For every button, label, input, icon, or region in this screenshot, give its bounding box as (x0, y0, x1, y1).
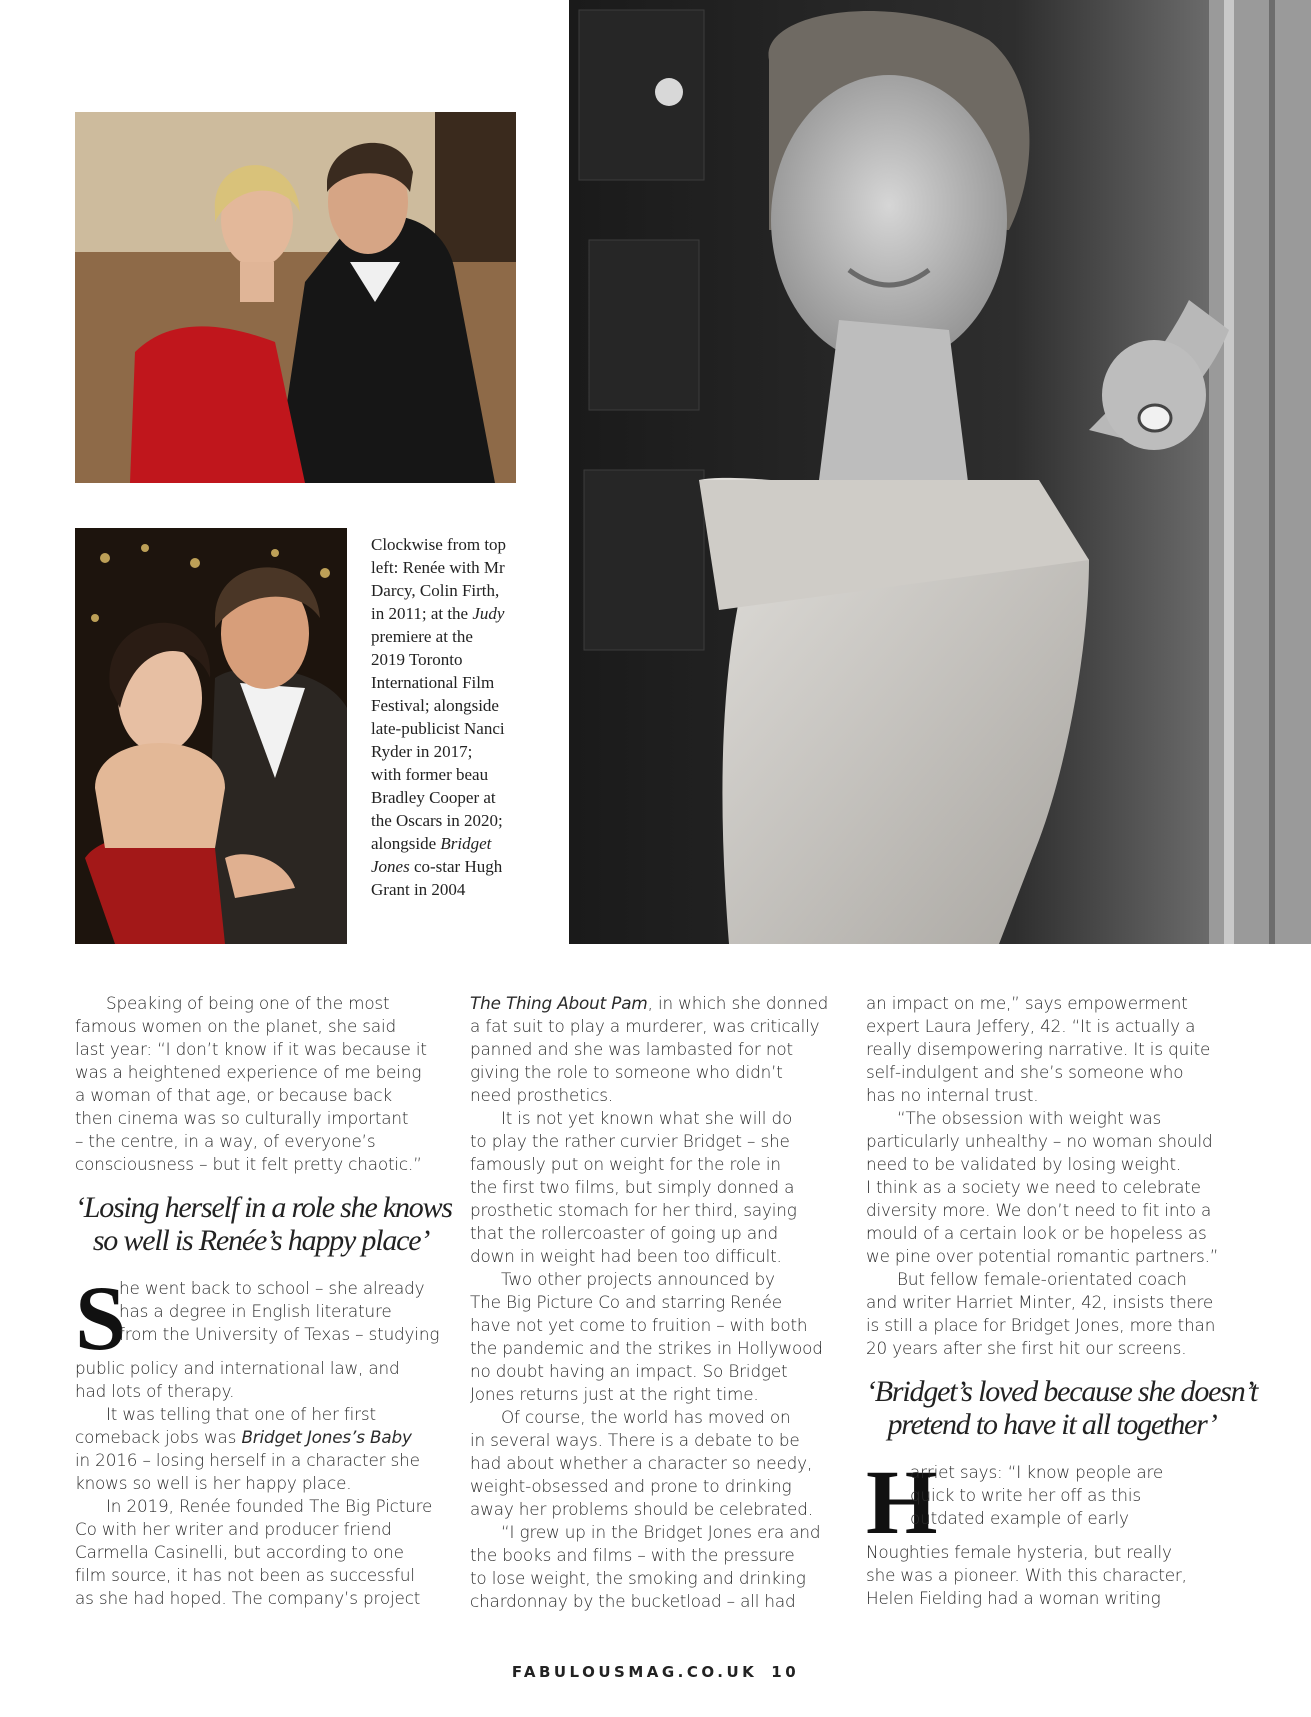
text-line: The Big Picture Co and starring Renée (470, 1292, 782, 1312)
text-line (75, 1449, 447, 1472)
text-line: But fellow female-orientated coach (897, 1269, 1187, 1289)
article-column-3 (866, 992, 1258, 1610)
paragraph (470, 1521, 842, 1613)
text-line: really disempowering narrative. It is quite (866, 1039, 1211, 1059)
text-line (75, 1403, 447, 1426)
pull-quote (866, 1375, 1258, 1441)
text-line: away her problems should be celebrated. (470, 1499, 813, 1519)
text-line (371, 717, 531, 740)
text-run: 2019 Toronto (371, 650, 463, 669)
text-line: Carmella Casinelli, but according to one (75, 1542, 404, 1562)
italic-title: The Thing About Pam (470, 993, 648, 1013)
text-line (371, 878, 531, 901)
text-line: the first two films, but simply donned a (470, 1177, 795, 1197)
pull-quote-line: ‘Losing herself in a role she knows (75, 1191, 452, 1224)
text-line (75, 1472, 447, 1495)
pull-quote-line: pretend to have it all together’ (887, 1408, 1217, 1441)
text-line: from the University of Texas – studying (119, 1324, 440, 1344)
italic-title: Jones (371, 857, 410, 876)
text-line: It is not yet known what she will do (501, 1108, 793, 1128)
text-line: a woman of that age, or because back (75, 1085, 392, 1105)
text-line: Two other projects announced by (501, 1269, 775, 1289)
text-line (371, 648, 531, 671)
text-line: expert Laura Jeffery, 42. “It is actually a (866, 1016, 1196, 1036)
text-line: an impact on me,” says empowerment (866, 993, 1188, 1013)
text-line: need to be validated by losing weight. (866, 1154, 1182, 1174)
paragraph (470, 1406, 842, 1521)
text-run: knows so well is her happy place. (75, 1473, 352, 1493)
text-line: he went back to school – she already (119, 1278, 425, 1298)
text-run: Clockwise from top (371, 535, 507, 554)
paragraph (470, 1107, 842, 1268)
text-line: that the rollercoaster of going up and (470, 1223, 778, 1243)
text-line (371, 740, 531, 763)
text-run: alongside (371, 834, 441, 853)
text-line (371, 625, 531, 648)
text-line: “The obsession with weight was (897, 1108, 1162, 1128)
text-run: in 2011; at the (371, 604, 473, 623)
text-run: a fat suit to play a murderer, was critically (470, 1016, 820, 1036)
text-line: mould of a certain look or be hopeless as (866, 1223, 1207, 1243)
text-run: Bradley Cooper at (371, 788, 496, 807)
text-line: – the centre, in a way, of everyone’s (75, 1131, 376, 1151)
site-url: FABULOUSMAG.CO.UK (511, 1663, 758, 1681)
text-run: panned and she was lambasted for not (470, 1039, 793, 1059)
text-run: giving the role to someone who didn’t (470, 1062, 783, 1082)
pull-quote-line: so well is Renée’s happy place’ (92, 1224, 430, 1257)
text-line: down in weight had been too difficult. (470, 1246, 782, 1266)
text-run: co-star Hugh (409, 857, 503, 876)
text-line (371, 533, 531, 556)
text-line (371, 671, 531, 694)
text-line: we pine over potential romantic partners.” (866, 1246, 1219, 1266)
text-line: has no internal trust. (866, 1085, 1039, 1105)
text-line: is still a place for Bridget Jones, more than (866, 1315, 1216, 1335)
text-line: famously put on weight for the role in (470, 1154, 781, 1174)
text-run: Festival; alongside (371, 696, 499, 715)
text-run: International Film (371, 673, 495, 692)
photo-renee-hugh-grant (75, 528, 347, 944)
text-line: Of course, the world has moved on (501, 1407, 791, 1427)
photo-caption (371, 533, 531, 901)
text-line: public policy and international law, and (75, 1358, 400, 1378)
text-line: no doubt having an impact. So Bridget (470, 1361, 788, 1381)
drop-cap: S (75, 1267, 127, 1369)
text-line: prosthetic stomach for her third, saying (470, 1200, 797, 1220)
text-line: consciousness – but it felt pretty chaotic.” (75, 1154, 422, 1174)
text-run: Darcy, Colin Firth, (371, 581, 500, 600)
text-line (470, 992, 842, 1015)
article-column-1 (75, 992, 452, 1610)
text-line: “I grew up in the Bridget Jones era and (501, 1522, 821, 1542)
paragraph (75, 1495, 447, 1610)
text-line: particularly unhealthy – no woman should (866, 1131, 1213, 1151)
text-line: had lots of therapy. (75, 1381, 235, 1401)
text-line: film source, it has not been as successful (75, 1565, 415, 1585)
text-run: It was telling that one of her first (106, 1404, 376, 1424)
photo-renee-colin-firth (75, 112, 516, 483)
text-line (371, 579, 531, 602)
text-line (371, 556, 531, 579)
text-line (470, 1015, 842, 1038)
text-run: Grant in 2004 (371, 880, 466, 899)
text-line: as she had hoped. The company’s project (75, 1588, 421, 1608)
paragraph (75, 992, 447, 1176)
text-line: and writer Harriet Minter, 42, insists there (866, 1292, 1214, 1312)
text-line (371, 763, 531, 786)
paragraph (470, 1268, 842, 1406)
text-line: the books and films – with the pressure (470, 1545, 795, 1565)
text-run: in 2016 – losing herself in a character she (75, 1450, 420, 1470)
text-run: premiere at the (371, 627, 473, 646)
paragraph-dropcap (866, 1451, 1238, 1610)
text-line: Jones returns just at the right time. (470, 1384, 759, 1404)
text-line: outdated example of early (910, 1508, 1129, 1528)
text-run: the Oscars in 2020; (371, 811, 503, 830)
text-line (470, 1038, 842, 1061)
text-run: Ryder in 2017; (371, 742, 473, 761)
italic-title: Judy (472, 604, 505, 623)
text-run: left: Renée with Mr (371, 558, 505, 577)
text-line: famous women on the planet, she said (75, 1016, 397, 1036)
text-line: had about whether a character so needy, (470, 1453, 813, 1473)
text-run: comeback jobs was (75, 1427, 242, 1447)
paragraph (866, 1107, 1238, 1268)
text-line: then cinema was so culturally important (75, 1108, 409, 1128)
text-line: to play the rather curvier Bridget – she (470, 1131, 790, 1151)
paragraph-dropcap (75, 1267, 447, 1403)
pull-quote-line: ‘Bridget’s loved because she doesn’t (866, 1375, 1258, 1408)
paragraph (866, 1268, 1238, 1360)
text-line: In 2019, Renée founded The Big Picture (106, 1496, 433, 1516)
text-run: late-publicist Nanci (371, 719, 505, 738)
drop-cap: H (866, 1451, 938, 1553)
text-line (371, 602, 531, 625)
text-line: last year: “I don’t know if it was because it (75, 1039, 427, 1059)
text-line (371, 832, 531, 855)
italic-title: Bridget (440, 834, 492, 853)
pull-quote (75, 1191, 452, 1257)
text-line (371, 694, 531, 717)
text-line: diversity more. We don’t need to fit into a (866, 1200, 1212, 1220)
paragraph (866, 992, 1238, 1107)
italic-title: Bridget Jones’s Baby (241, 1427, 412, 1447)
article-column-2 (470, 992, 842, 1613)
text-line (371, 786, 531, 809)
text-line: self-indulgent and she’s someone who (866, 1062, 1184, 1082)
text-line: Speaking of being one of the most (106, 993, 390, 1013)
text-line: has a degree in English literature (119, 1301, 392, 1321)
page-footer (0, 1663, 1311, 1681)
page-number: 10 (771, 1663, 800, 1681)
text-line: in several ways. There is a debate to be (470, 1430, 800, 1450)
text-line: Helen Fielding had a woman writing (866, 1588, 1161, 1608)
text-run: with former beau (371, 765, 489, 784)
paragraph (75, 1403, 447, 1495)
text-line: 20 years after she first hit our screens. (866, 1338, 1187, 1358)
text-run: , in which she donned (647, 993, 829, 1013)
text-line: have not yet come to fruition – with both (470, 1315, 808, 1335)
text-line: chardonnay by the bucketload – all had (470, 1591, 796, 1611)
paragraph (470, 992, 842, 1107)
text-line: was a heightened experience of me being (75, 1062, 422, 1082)
text-line (75, 1426, 447, 1449)
text-line: quick to write her off as this (910, 1485, 1142, 1505)
text-line (470, 1061, 842, 1084)
text-run: need prosthetics. (470, 1085, 613, 1105)
text-line: weight-obsessed and prone to drinking (470, 1476, 792, 1496)
text-line: arriet says: “I know people are (910, 1462, 1164, 1482)
text-line: the pandemic and the strikes in Hollywood (470, 1338, 823, 1358)
text-line: to lose weight, the smoking and drinking (470, 1568, 806, 1588)
main-portrait-photo (569, 0, 1311, 944)
text-line (371, 855, 531, 878)
text-line (371, 809, 531, 832)
text-line: I think as a society we need to celebrate (866, 1177, 1201, 1197)
text-line (470, 1084, 842, 1107)
text-line: Noughties female hysteria, but really (866, 1542, 1172, 1562)
text-line: Co with her writer and producer friend (75, 1519, 392, 1539)
text-line: she was a pioneer. With this character, (866, 1565, 1187, 1585)
